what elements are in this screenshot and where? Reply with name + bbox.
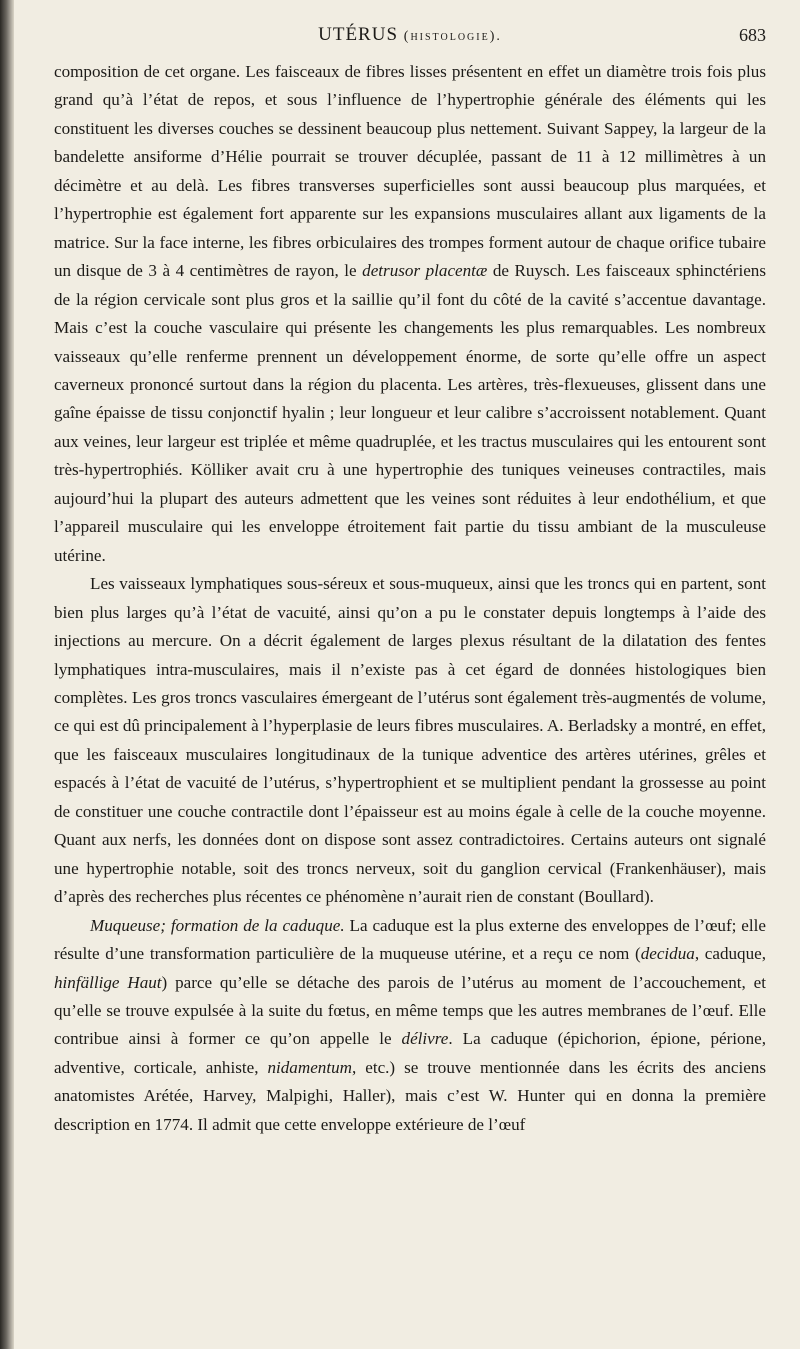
italic-run: detrusor placentæ: [362, 261, 488, 281]
paragraph: [54, 58, 766, 570]
paragraph: [54, 912, 766, 1140]
paragraph: [54, 570, 766, 911]
text-run: , caduque,: [694, 944, 766, 964]
italic-run: hinfällige Haut: [54, 972, 162, 992]
text-run: La caduque est la plus externe des enveloppes de l’œuf; elle résulte d’une transformation particulière de la muqueuse utérine, et a reçu ce nom (: [54, 915, 766, 964]
italic-run: nidamentum: [267, 1057, 352, 1077]
running-title-sub: (histologie).: [403, 29, 502, 44]
text-run: . La caduque (épichorion, épione, périone, adventive, corticale, anhiste,: [54, 1029, 766, 1077]
text-run: ) parce qu’elle se détache des parois de l’utérus au moment de l’accouchement, et qu’elle se trouve expulsée à la suite du fœtus, en même temps que les autres membranes de l’œuf. Elle contribue ainsi à former ce qu’on appelle le: [54, 972, 766, 1049]
text-run: de Ruysch. Les faisceaux sphinctériens de la région cervicale sont plus gros et la saillie qu’il font du côté de la cavité s’accentue davantage. Mais c’est la couche vasculaire qui présente les changements les plus remarquables. Les nombreux vaisseaux qu’elle renferme prennent un développement énorme, de sorte qu’elle offre un aspect caverneux prononcé surtout dans la région du placenta. Les artères, très-flexueuses, glissent dans une gaîne épaisse de tissu conjonctif hyalin ; leur longueur et leur calibre s’accroissent notablement. Quant aux veines, leur largeur est triplée et même quadruplée, et les tractus musculaires qui les entourent sont très-hypertrophiés. Kölliker avait cru à une hypertrophie des tuniques veineuses contractiles, mais aujourd’hui la plupart des auteurs admettent que les veines sont réduites à leur endothélium, et que l’appareil musculaire qui les enveloppe étroitement fait partie du tissu ambiant de la musculeuse utérine.: [54, 261, 767, 565]
body-text: [54, 58, 766, 1139]
running-title-main: UTÉRUS: [318, 24, 399, 45]
italic-run: decidua: [640, 944, 695, 964]
running-head: [54, 24, 766, 58]
running-title: [54, 24, 766, 46]
page-number: 683: [739, 25, 766, 45]
book-page: [54, 24, 766, 1139]
italic-run: délivre: [401, 1029, 449, 1049]
text-run: Les vaisseaux lymphatiques sous-séreux et sous-muqueux, ainsi que les troncs qui en partent, sont bien plus larges qu’à l’état de vacuité, ainsi qu’on a pu le constater depuis longtemps à l’aide des injections au mercure. On a décrit également de larges plexus résultant de la dilatation des fentes lymphatiques intra-musculaires, mais il n’existe pas à cet égard de données histologiques bien complètes. Les gros troncs vasculaires émergeant de l’utérus sont également très-augmentés de volume, ce qui est dû principalement à l’hyperplasie de leurs fibres musculaires. A. Berladsky a montré, en effet, que les faisceaux musculaires longitudinaux de la tunique adventice des artères utérines, grêles et espacés à l’état de vacuité de l’utérus, s’hypertrophient et se multiplient pendant la grossesse au point de constituer une couche contractile dont l’épaisseur est au moins égale à celle de la couche moyenne. Quant aux nerfs, les données dont on dispose sont assez contradictoires. Certains auteurs ont signalé une hypertrophie notable, soit des troncs nerveux, soit du ganglion cervical (Frankenhäuser), mais d’après des recherches plus récentes ce phénomène n’aurait rien de constant (Boullard).: [54, 574, 766, 907]
text-run: , etc.) se trouve mentionnée dans les écrits des anciens anatomistes Arétée, Harvey, Malpighi, Haller), mais c’est W. Hunter qui en donna la première description en 1774. Il admit que cette enveloppe extérieure de l’œuf: [54, 1057, 767, 1134]
italic-run: Muqueuse; formation de la caduque.: [90, 915, 345, 935]
page-binding-edge: [0, 0, 14, 1349]
text-run: composition de cet organe. Les faisceaux de fibres lisses présentent en effet un diamètre trois fois plus grand qu’à l’état de repos, et sous l’influence de l’hypertrophie générale des éléments qui les constituent les diverses couches se dessinent beaucoup plus nettement. Suivant Sappey, la largeur de la bandelette ansiforme d’Hélie pourrait se trouver décuplée, passant de 11 à 12 millimètres à un décimètre et au delà. Les fibres transverses superficielles sont aussi beaucoup plus marquées, et l’hypertrophie est également fort apparente sur les expansions musculaires allant aux ligaments de la matrice. Sur la face interne, les fibres orbiculaires des trompes forment autour de chaque orifice tubaire un disque de 3 à 4 centimètres de rayon, le: [54, 62, 766, 281]
